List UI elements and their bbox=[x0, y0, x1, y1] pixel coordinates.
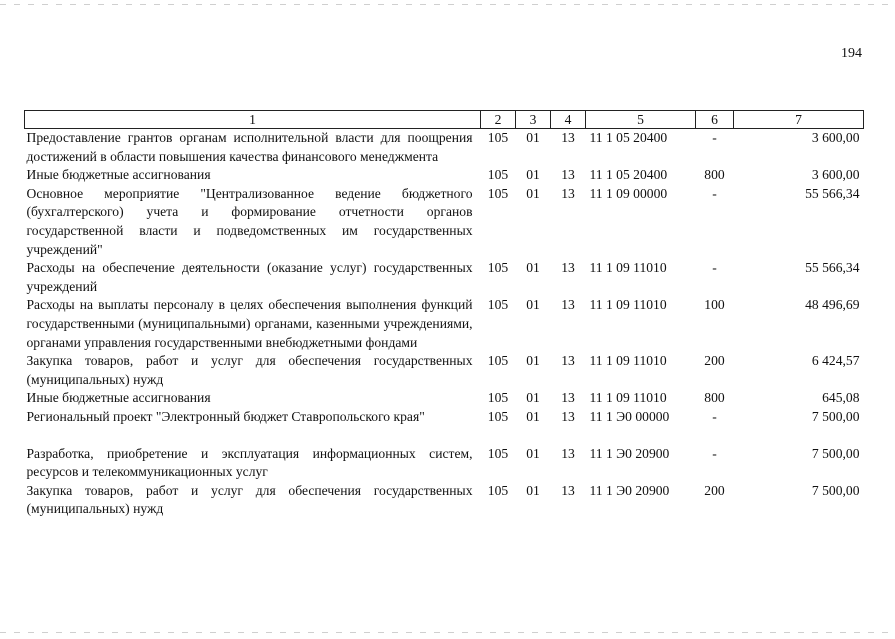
row-expense-type: 200 bbox=[704, 353, 725, 369]
row-subsection-code: 13 bbox=[561, 185, 575, 201]
spacer-cell bbox=[25, 427, 864, 445]
row-ministry-code: 105 bbox=[487, 408, 509, 424]
row-section-code: 01 bbox=[526, 408, 540, 424]
row-ministry-code: 105 bbox=[487, 167, 509, 183]
row-name: Разработка, приобретение и эксплуатация информационных систем, ресурсов и телекоммуникационных услуг bbox=[26, 445, 473, 480]
table-header-row bbox=[25, 111, 864, 129]
row-target-code: 11 1 09 00000 bbox=[589, 185, 668, 201]
row-subsection-code: 13 bbox=[561, 130, 575, 145]
header-col-6: 6 bbox=[696, 111, 734, 129]
row-ministry-code: 105 bbox=[487, 390, 509, 406]
table-row bbox=[25, 408, 864, 427]
row-ministry-code: 105 bbox=[487, 297, 509, 313]
row-target-code: 11 1 05 20400 bbox=[589, 167, 668, 183]
row-amount: 3 600,00 bbox=[811, 130, 860, 145]
row-subsection-code: 13 bbox=[561, 297, 575, 313]
row-subsection-code: 13 bbox=[561, 482, 575, 498]
row-name: Закупка товаров, работ и услуг для обеспечения государственных (муниципальных) нужд bbox=[26, 353, 473, 387]
row-ministry-code: 105 bbox=[487, 445, 509, 461]
row-subsection-code: 13 bbox=[561, 445, 575, 461]
row-name: Расходы на выплаты персоналу в целях обеспечения выполнения функций государственными (муниципальными) органами, казенными учреждениями, органами управления государственными внебюджетными фондами bbox=[26, 297, 473, 350]
row-subsection-code: 13 bbox=[561, 167, 575, 183]
row-expense-type: - bbox=[712, 408, 717, 424]
row-target-code: 11 1 Э0 20900 bbox=[589, 482, 670, 498]
table-row bbox=[25, 185, 864, 259]
row-expense-type: 800 bbox=[704, 167, 725, 183]
row-amount: 7 500,00 bbox=[811, 445, 860, 461]
row-target-code: 11 1 Э0 20900 bbox=[589, 445, 670, 461]
row-section-code: 01 bbox=[526, 353, 540, 369]
header-col-1: 1 bbox=[25, 111, 481, 129]
header-col-5: 5 bbox=[586, 111, 696, 129]
row-ministry-code: 105 bbox=[487, 353, 509, 369]
header-col-4: 4 bbox=[551, 111, 586, 129]
row-section-code: 01 bbox=[526, 297, 540, 313]
row-amount: 3 600,00 bbox=[811, 167, 860, 183]
row-subsection-code: 13 bbox=[561, 408, 575, 424]
row-target-code: 11 1 09 11010 bbox=[589, 297, 667, 313]
table-spacer-row bbox=[25, 427, 864, 445]
row-subsection-code: 13 bbox=[561, 390, 575, 406]
row-ministry-code: 105 bbox=[487, 482, 509, 498]
table-row bbox=[25, 259, 864, 296]
row-section-code: 01 bbox=[526, 445, 540, 461]
row-name: Иные бюджетные ассигнования bbox=[26, 390, 211, 406]
row-expense-type: - bbox=[712, 260, 717, 276]
row-expense-type: 200 bbox=[704, 482, 725, 498]
header-col-2: 2 bbox=[481, 111, 516, 129]
row-expense-type: - bbox=[712, 185, 717, 201]
row-name: Расходы на обеспечение деятельности (оказание услуг) государственных учреждений bbox=[26, 260, 473, 294]
row-expense-type: 100 bbox=[704, 297, 725, 313]
row-amount: 48 496,69 bbox=[805, 297, 860, 313]
table-row bbox=[25, 129, 864, 167]
budget-table bbox=[24, 110, 864, 519]
table-row bbox=[25, 352, 864, 389]
row-section-code: 01 bbox=[526, 167, 540, 183]
row-ministry-code: 105 bbox=[487, 130, 509, 145]
header-col-7: 7 bbox=[734, 111, 864, 129]
row-amount: 55 566,34 bbox=[805, 185, 860, 201]
scan-edge-top bbox=[0, 4, 895, 5]
row-expense-type: - bbox=[712, 445, 717, 461]
page-number: 194 bbox=[841, 46, 862, 61]
row-target-code: 11 1 09 11010 bbox=[589, 353, 667, 369]
row-section-code: 01 bbox=[526, 260, 540, 276]
row-name: Закупка товаров, работ и услуг для обеспечения государственных (муниципальных) нужд bbox=[26, 482, 473, 517]
row-ministry-code: 105 bbox=[487, 185, 509, 201]
row-amount: 6 424,57 bbox=[811, 353, 860, 369]
table-row bbox=[25, 389, 864, 408]
row-amount: 645,08 bbox=[822, 390, 860, 406]
row-name: Основное мероприятие "Централизованное ведение бюджетного (бухгалтерского) учета и формирование отчетности органов государственной власти и подведомственных им государственных учреждений" bbox=[26, 185, 473, 257]
row-amount: 7 500,00 bbox=[811, 408, 860, 424]
row-section-code: 01 bbox=[526, 185, 540, 201]
row-name: Региональный проект "Электронный бюджет Ставропольского края" bbox=[26, 408, 425, 424]
table-row bbox=[25, 445, 864, 482]
header-col-3: 3 bbox=[516, 111, 551, 129]
row-target-code: 11 1 09 11010 bbox=[589, 390, 667, 406]
table-row bbox=[25, 296, 864, 352]
row-target-code: 11 1 05 20400 bbox=[589, 130, 668, 145]
row-section-code: 01 bbox=[526, 130, 540, 145]
row-amount: 55 566,34 bbox=[805, 260, 860, 276]
table-row bbox=[25, 166, 864, 185]
row-target-code: 11 1 09 11010 bbox=[589, 260, 667, 276]
row-name: Предоставление грантов органам исполнительной власти для поощрения достижений в области повышения качества финансового менеджмента bbox=[26, 130, 473, 164]
row-expense-type: - bbox=[712, 130, 717, 145]
row-name: Иные бюджетные ассигнования bbox=[26, 167, 211, 183]
row-section-code: 01 bbox=[526, 482, 540, 498]
row-expense-type: 800 bbox=[704, 390, 725, 406]
row-amount: 7 500,00 bbox=[811, 482, 860, 498]
row-ministry-code: 105 bbox=[487, 260, 509, 276]
row-subsection-code: 13 bbox=[561, 353, 575, 369]
row-target-code: 11 1 Э0 00000 bbox=[589, 408, 670, 424]
row-section-code: 01 bbox=[526, 390, 540, 406]
scan-edge-bottom bbox=[0, 632, 895, 633]
row-subsection-code: 13 bbox=[561, 260, 575, 276]
table-row bbox=[25, 482, 864, 519]
